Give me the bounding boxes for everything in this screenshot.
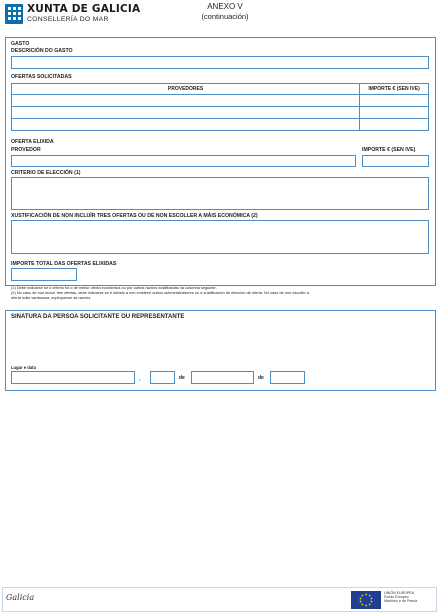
day-field[interactable]: [150, 371, 175, 384]
amount-column-header: IMPORTE € (SEN IVE): [360, 84, 429, 95]
providers-table: [11, 83, 429, 131]
amount-field[interactable]: [362, 155, 429, 167]
signature-title: SINATURA DA PERSOA SOLICITANTE OU REPRESENTANTE: [11, 314, 185, 320]
eu-flag-icon: [351, 591, 381, 609]
brand-name: XUNTA DE GALICIA: [27, 3, 141, 15]
total-label: IMPORTE TOTAL DAS OFERTAS ELIXIDAS: [11, 261, 117, 267]
comma-separator: ,: [139, 376, 141, 382]
month-field[interactable]: [191, 371, 254, 384]
xunta-coat-of-arms-icon: [4, 3, 24, 25]
place-date-label: Lugar e data: [11, 365, 36, 370]
justification-label: XUSTIFICACIÓN DE NON INCLUÍR TRES OFERTAS OU DE NON ESCOLLER A MÁIS ECONÓMICA (2): [11, 213, 258, 219]
provider-cell[interactable]: [12, 95, 360, 107]
eu-line-3: Marítimo e de Pesca: [384, 599, 417, 604]
requested-offers-label: OFERTAS SOLICITADAS: [11, 74, 72, 80]
eu-text: [384, 591, 417, 603]
annex-subtitle: (continuación): [201, 12, 249, 21]
justification-field[interactable]: [11, 220, 429, 254]
providers-column-header: PROVEDORES: [12, 84, 360, 95]
footnote-2-continued: oferta máis vantaxosa, explíquense as razóns.: [11, 295, 92, 300]
footnote-1: (1) Debe indicarse se o criterio foi o de mellor oferta económica ou por outras razóns xustificadas na columna seguinte.: [11, 285, 217, 290]
eu-line-1: UNIÓN EUROPEA: [384, 591, 415, 595]
amount-cell[interactable]: [360, 119, 429, 131]
galicia-logo: Galicia: [6, 593, 35, 602]
chosen-offer-label: OFERTA ELIXIDA: [11, 139, 54, 145]
provider-cell[interactable]: [12, 119, 360, 131]
amount-cell[interactable]: [360, 95, 429, 107]
description-label: DESCRICIÓN DO GASTO: [11, 48, 73, 54]
description-field[interactable]: [11, 56, 429, 69]
department-name: CONSELLERÍA DO MAR: [27, 16, 109, 23]
table-row: [12, 107, 429, 119]
provider-label: PROVEDOR: [11, 147, 41, 153]
footnote-2: (2) No caso de non incluír tres ofertas, debe indicarse se é debido a non existiren outros subministradores ou a xustificación de elección de oferta. No caso de non escoller a: [11, 290, 310, 295]
amount-cell[interactable]: [360, 107, 429, 119]
year-field[interactable]: [270, 371, 305, 384]
criteria-field[interactable]: [11, 177, 429, 210]
expense-section-title: GASTO: [11, 41, 30, 47]
eu-line-2: Fondo Europeo: [384, 595, 409, 600]
de-label-2: de: [258, 375, 264, 381]
total-field[interactable]: [11, 268, 77, 281]
provider-field[interactable]: [11, 155, 356, 167]
criteria-label: CRITERIO DE ELECCIÓN (1): [11, 170, 81, 176]
annex-title: ANEXO V: [207, 2, 243, 11]
table-row: [12, 95, 429, 107]
amount-label: IMPORTE € (SEN IVE): [362, 147, 416, 153]
de-label-1: de: [179, 375, 185, 381]
provider-cell[interactable]: [12, 107, 360, 119]
place-field[interactable]: [11, 371, 135, 384]
table-row: [12, 119, 429, 131]
